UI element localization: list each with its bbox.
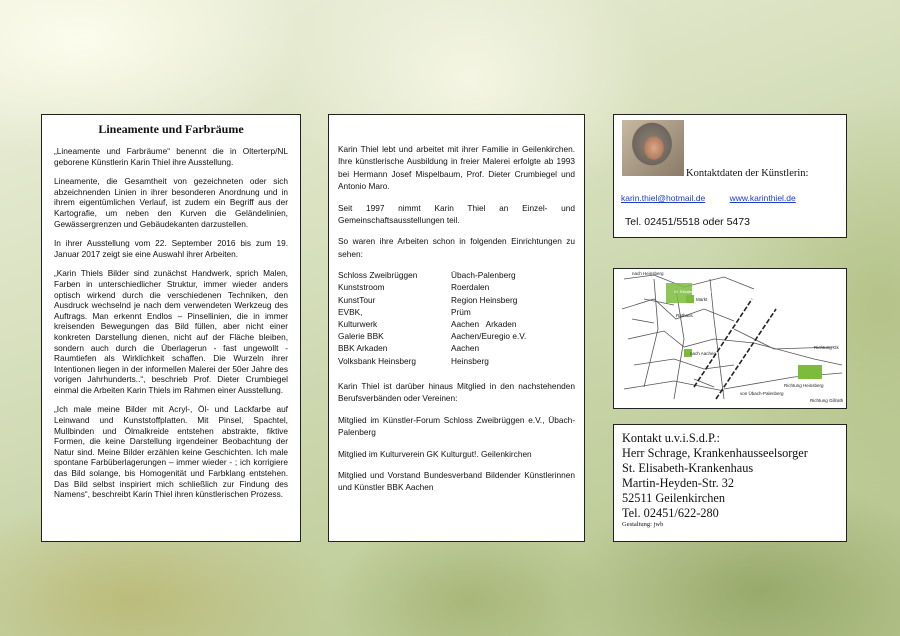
map-label-markt: Markt	[696, 297, 708, 302]
design-credit: Gestaltung: jwb	[622, 521, 664, 528]
list-item	[338, 355, 575, 367]
exhibition-title: Lineamente und Farbräume	[98, 122, 244, 136]
list-item	[338, 281, 575, 293]
artist-bio-panel	[328, 114, 585, 542]
map-label-rathaus: Rathaus	[676, 313, 693, 318]
paragraph: Karin Thiel ist darüber hinaus Mitglied in den nachstehenden Berufsverbänden oder Vereinen:	[338, 380, 575, 404]
list-item	[338, 306, 575, 318]
membership-item: Mitglied und Vorstand Bundesverband Bildender Künstlerinnen und Künstler BBK Aachen	[338, 469, 575, 493]
paragraph: So waren ihre Arbeiten schon in folgenden Einrichtungen zu sehen:	[338, 236, 575, 259]
membership-item: Mitglied im Künstler-Forum Schloss Zweibrüggen e.V., Übach-Palenberg	[338, 414, 575, 438]
contact-title: Kontaktdaten der Künstlerin:	[686, 168, 809, 179]
list-item	[338, 294, 575, 306]
map-label-nach-aachen: nach Aachen	[690, 351, 717, 356]
paragraph: „Karin Thiels Bilder sind zunächst Handwerk, sprich Malen, Farben in unterschiedlicher Struktur, immer wieder anders optisch wirkend durch die verschiedenen Techniken, den Ausdruck wechselnd je nach dem verwendeten Werkzeug des Auftrags. Man erkennt Endlos – Pinsellinien, die in immer kreisenden Bewegungen das Bild füllen, aber nicht einer konkreten Darstellung dienen, nicht auf der Fläche bleiben, sondern auch durch die Überlagerun - fast ungewollt - Raumtiefen als Wirklichkeit schaffen. Die Wurzeln ihrer Intentionen liegen in der informellen Malerei der 50er Jahre des vorigen Jahrhunderts..“, beschrieb Prof. Dieter Crumbiegel einmal die Arbeiten Karin Thiels im Rahmen einer Ausstellung.	[54, 268, 288, 395]
venue-name: KunstTour	[338, 294, 376, 305]
venue-place: Roerdalen	[451, 282, 490, 293]
contact-institution: St. Elisabeth-Krankenhaus	[622, 461, 754, 475]
artist-phone: Tel. 02451/5518 oder 5473	[625, 216, 750, 228]
map-label-hospital: St. Elisabeth-Krankenhaus	[674, 289, 722, 294]
artist-photo	[622, 120, 684, 176]
paragraph: „Lineamente und Farbräume“ benennt die in Olterterp/NL geborene Künstlerin Karin Thiel ihre Ausstellung.	[54, 146, 288, 167]
contact-heading: Kontakt u.v.i.S.d.P.:	[622, 431, 720, 445]
paragraph: Seit 1997 nimmt Karin Thiel an Einzel- und Gemeinschaftsausstellungen teil.	[338, 202, 575, 226]
marker	[686, 295, 694, 303]
contact-links	[621, 193, 796, 203]
list-item	[338, 269, 575, 281]
venue-name: Kunststroom	[338, 282, 385, 293]
map-label-richtung-gs: Richtung Gillrath	[810, 398, 844, 403]
artist-contact-panel	[613, 114, 847, 238]
venue-list	[338, 269, 575, 367]
venue-name: Galerie BBK	[338, 331, 384, 342]
venue-place: Aachen	[451, 343, 480, 354]
contact-phone: Tel. 02451/622-280	[622, 506, 719, 520]
highway-sign	[798, 365, 822, 379]
venue-place: Aachen/Euregio e.V.	[451, 331, 527, 342]
paragraph: „Ich male meine Bilder mit Acryl-, Öl- und Lackfarbe auf Leinwand und Kunststoffplatten. Mit Pinsel, Spachtel, Mullbinden und Ölmalkreide entstehen abstrakte, fiktive Formen, die keine Darstellung irgendeiner Beobachtung der Natur sind. Meine Bilder erzählen keine Geschichten. Ich male spontane Farbüberlagerungen – immer wieder - ; ich korrigiere das Bild solange, bis Homogenität und Farbklang entstehen. Das Bild selbst inspiriert mich schließlich zur Findung des Namens“, beschreibt Karin Thiel ihren künstlerischen Prozess.	[54, 404, 288, 500]
venue-name: Schloss Zweibrüggen	[338, 270, 418, 281]
paragraph: Lineamente, die Gesamtheit von gezeichneten oder sich abzeichnenden Linien in ihrer besonderen Anordnung und in ihrem eigentümlichen Verlauf, ist zudem ein Begriff aus der Kartografie, um neben den Kurven die Geländelinien, Gewässergrenzen und Gebäudekanten darzustellen.	[54, 176, 288, 229]
contact-person: Herr Schrage, Krankenhausseelsorger	[622, 446, 808, 460]
venue-name: EVBK,	[338, 306, 363, 317]
venue-place: Heinsberg	[451, 355, 489, 366]
organizer-contact-panel	[613, 424, 847, 542]
roads	[622, 275, 842, 399]
location-map	[613, 268, 847, 409]
list-item	[338, 330, 575, 342]
intro-text	[54, 146, 288, 500]
venue-place: Region Heinsberg	[451, 294, 518, 305]
exhibition-intro-panel	[41, 114, 301, 542]
map-graphic	[614, 269, 846, 408]
map-label-top-left: nach Heinsberg	[632, 271, 664, 276]
website-link[interactable]: www.karinthiel.de	[729, 193, 796, 203]
venue-place: Aachen Arkaden	[451, 319, 517, 330]
venue-name: Kulturwerk	[338, 319, 378, 330]
map-label-richtung-hb: Richtung Heinsberg	[784, 383, 824, 388]
list-item	[338, 318, 575, 330]
venue-name: BBK Arkaden	[338, 343, 388, 354]
paragraph: In ihrer Ausstellung vom 22. September 2016 bis zum 19. Januar 2017 zeigt sie eine Auswahl ihrer Arbeiten.	[54, 238, 288, 259]
contact-street: Martin-Heyden-Str. 32	[622, 476, 735, 490]
venue-place: Prüm	[451, 306, 471, 317]
paragraph: Karin Thiel lebt und arbeitet mit ihrer Familie in Geilenkirchen. Ihre künstlerische Ausbildung in freier Malerei erfolgte ab 1993 bei Hermann Josef Mispelbaum, Prof. Dieter Crumbiegel und Antonio Maro.	[338, 144, 575, 192]
bio-text	[338, 143, 575, 260]
membership-item: Mitglied im Kulturverein GK Kulturgut!. Geilenkirchen	[338, 448, 532, 459]
contact-city: 52511 Geilenkirchen	[622, 491, 726, 505]
venue-place: Übach-Palenberg	[451, 270, 516, 281]
email-link[interactable]: karin.thiel@hotmail.de	[621, 193, 706, 203]
venue-name: Volksbank Heinsberg	[338, 355, 416, 366]
map-labels	[632, 271, 844, 403]
list-item	[338, 342, 575, 354]
map-label-von-ubach: von Übach-Palenberg	[740, 391, 784, 396]
membership-text	[338, 380, 575, 494]
map-label-richtung-gk: Richtung Gk	[814, 345, 839, 350]
